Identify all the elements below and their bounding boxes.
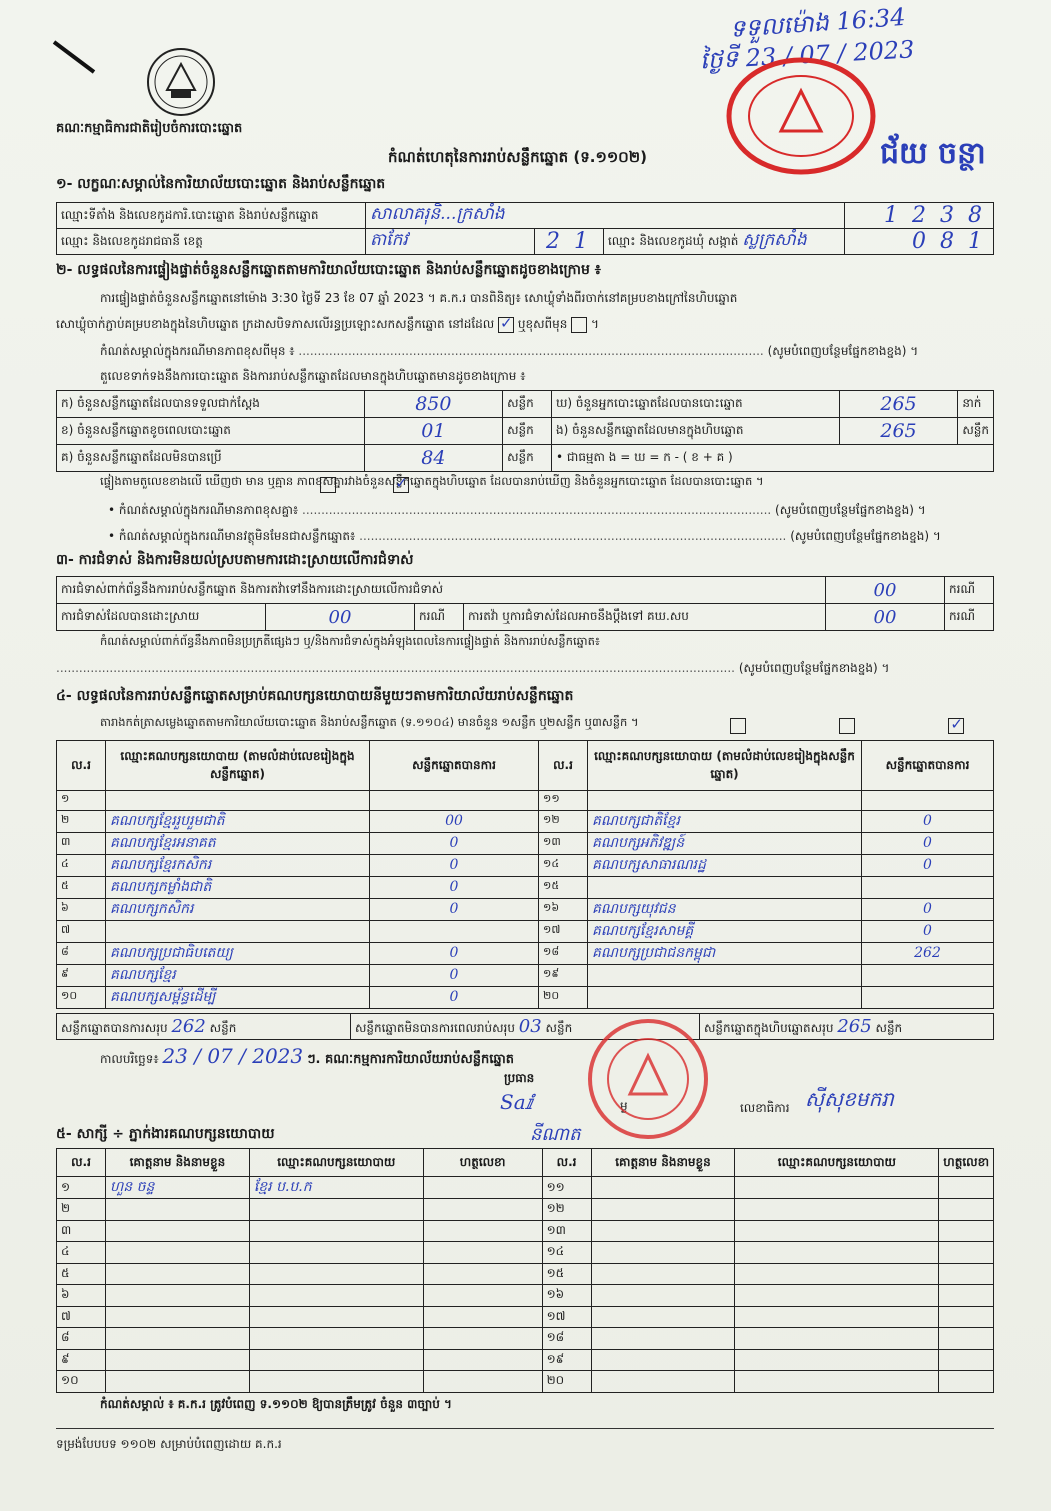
location-code-digit: 3 — [940, 203, 954, 228]
party-no: ៧ — [57, 920, 106, 942]
witness-name — [591, 1371, 735, 1393]
witness-name — [105, 1349, 249, 1371]
col-no: ល.រ — [57, 741, 106, 791]
witness-name — [105, 1371, 249, 1393]
section2-title: ២- លទ្ធផលនៃការផ្ទៀងផ្ទាត់ចំនួនសន្លឹកឆ្នោតតាមការិយាល័យបោះឆ្នោត និងរាប់សន្លឹកឆ្នោតដូចខាងក្រោម ៖ — [56, 262, 601, 278]
section1-title: ១- លក្ខណៈសម្គាល់នៃការិយាល័យបោះឆ្នោត និងរាប់សន្លឹកឆ្នោត — [56, 176, 386, 192]
results-table — [56, 740, 994, 1009]
section1-table — [56, 202, 994, 255]
result-row — [57, 942, 994, 964]
figures-table — [56, 390, 994, 472]
verify-or-changed: ឬខុសពីមុន — [517, 317, 568, 331]
party-no: ១៨ — [539, 942, 588, 964]
witness-signature — [423, 1371, 542, 1393]
col-sign: ហត្ថលេខា — [423, 1149, 542, 1177]
party-name: គណបក្សខ្មែរសាមគ្គី — [588, 920, 862, 942]
party-name: គណបក្សសម្ព័ន្ធដើម្បី — [106, 986, 370, 1008]
witness-party — [249, 1306, 423, 1328]
witness-signature — [939, 1242, 994, 1264]
party-no: ១៤ — [539, 854, 588, 876]
commune-code-digit: 1 — [968, 229, 982, 254]
figure-value: 265 — [839, 391, 958, 418]
witness-name — [105, 1242, 249, 1264]
province-code-digit: 2 — [546, 229, 560, 254]
result-row — [57, 791, 994, 811]
party-no: ១០ — [57, 986, 106, 1008]
changed-checkbox[interactable] — [571, 317, 587, 333]
document-page: គណៈកម្មាធិការជាតិរៀបចំការបោះឆ្នោត កំណត់ហេតុនៃការរាប់សន្លឹកឆ្នោត (ទ.១១០២) ទទួលម៉ោង 16:34 ថ្ងៃទី 23 / 07 / 2023 ជ័យ ចន្ថា ១- លក្ខណៈសម្គាល់នៃការិយាល័យបោះឆ្នោត និងរាប់សន្លឹកឆ្នោត ឈ្មោះទីតាំង និងលេខកូដការិ.បោះឆ្នោត និងរាប់សន្លឹកឆ្នោត សាលាគរុនិ...ក្រសាំង 1 2 3 8 ឈ្មោះ និងលេខកូដរាជធានី ខេត្ត តាកែវ 2 1 ឈ្មោះ និងលេខកូដឃុំ សង្កាត់ ស្លក្រសាំង 0 8 1 ២- លទ្ធផលនៃការផ្ទៀងផ្ទាត់ចំនួនសន្លឹកឆ្នោតតាមការិយាល័យបោះឆ្នោត និងរាប់សន្លឹកឆ្នោតដូចខាងក្រោម ៖ ការផ្ទៀងផ្ទាត់ចំនួនសន្លឹកឆ្នោតនៅម៉ោង 3:30 ថ្ងៃទី 23 ខែ 07 ឆ្នាំ 2023 ។ គ.ក.រ បានពិនិត្យ៖ សោឃ្លុំទាំងពីរចាក់នៅគម្របខាងក្រៅនៃហិបឆ្នោត សោឃ្លុំចាក់ភ្ជាប់គម្របខាងក្នុងនៃហិបឆ្នោត ក្រដាសបិទភាសលើរន្ធប្រឡោះសកសន្លឹកឆ្នោត នៅដដែល ✓ ឬខុសពីមុន ។ កំណត់សម្គាល់ក្នុងករណីមានភាពខុសពីមុន ៖ .......................................................................................................................... (សូមបំពេញបន្ថែមផ្នែកខាងខ្នង) ។ តួលេខទាក់ទងនឹងការបោះឆ្នោត និងការរាប់សន្លឹកឆ្នោតដែលមានក្នុងហិបឆ្នោតមានដូចខាងក្រោម ៖ ក) ចំនួនសន្លឹកឆ្នោតដែលបានទទួលជាក់ស្ដែង 850 សន្លឹក ឃ) ចំនួនអ្នកបោះឆ្នោតដែលបានបោះឆ្នោត 265 នាក់ ខ) ចំនួនសន្លឹកឆ្នោតខូចពេលបោះឆ្នោត 01 សន្លឹក ង) ចំនួនសន្លឹកឆ្នោតដែលមានក្នុងហិបឆ្នោត 265 សន្លឹក គ) ចំនួនសន្លឹកឆ្នោតដែលមិនបានប្រើ 84 សន្លឹក • ជាធម្មតា ង = ឃ = ក - ( ខ + គ ) ផ្ទៀងតាមតួលេខខាងលើ ឃើញថា មាន ឬគ្មាន ភាពខុសគ្នារវាងចំនួនសន្លឹកឆ្នោតក្នុងហិបឆ្នោត ដែលបានរាប់ឃើញ និងចំនួនអ្នកបោះឆ្នោត ដែលបានបោះឆ្នោត ។ ✓ • កំណត់សម្គាល់ក្នុងករណីមានភាពខុសគ្នា៖ ........................................................................................................................... (សូមបំពេញបន្ថែមផ្នែកខាងខ្នង) ។ • កំណត់សម្គាល់ក្នុងករណីមានវត្ថុមិនមែនជាសន្លឹកឆ្នោត៖ ................................................................................................................ (សូមបំពេញបន្ថែមផ្នែកខាងខ្នង) ។ ៣- ការជំទាស់ និងការមិនយល់ស្របតាមការដោះស្រាយលើការជំទាស់ ការជំទាស់ពាក់ព័ន្ធនឹងការរាប់សន្លឹកឆ្នោត និងការតវ៉ាទៅនឹងការដោះស្រាយលើការជំទាស់ 00 ករណី ការជំទាស់ដែលបានដោះស្រាយ 00 ករណី ការតវ៉ា ឬការជំទាស់ដែលអាចនឹងប្ដឹងទៅ គឃ.សប 00 ករណី កំណត់សម្គាល់ពាក់ព័ន្ធនឹងភាពមិនប្រក្រតីផ្សេងៗ ឬ/និងការជំទាស់ក្នុងអំឡុងពេលនៃការផ្ទៀងផ្ទាត់ និងការរាប់សន្លឹកឆ្នោត៖ .................................................................................................................................................................................. (សូមបំពេញបន្ថែមផ្នែកខាងខ្នង) ។ ៤- លទ្ធផលនៃការរាប់សន្លឹកឆ្នោតសម្រាប់គណបក្សនយោបាយនីមួយៗតាមការិយាល័យរាប់សន្លឹកឆ្នោត តារាងកត់ត្រាសម្លេងឆ្នោតតាមការិយាល័យបោះឆ្នោត និងរាប់សន្លឹកឆ្នោត (ទ.១១០៤) មានចំនួន ១សន្លឹក ឬ២សន្លឹក ឬ៣សន្លឹក ។ ✓ ល.រ ឈ្មោះគណបក្សនយោបាយ (តាមលំដាប់លេខរៀងក្នុងសន្លឹកឆ្នោត) សន្លឹកឆ្នោតបានការ ល.រ ឈ្មោះគណបក្សនយោបាយ (តាមលំដាប់លេខរៀងក្នុងសន្លឹកឆ្នោត) សន្លឹកឆ្នោតបានការ ១ ១១ ២ គណបក្សខ្មែររួបរួមជាតិ 00 ១២ គណបក្សជាតិខ្មែរ 0 ៣ គណបក្សខ្មែរអនាគត 0 ១៣ គណបក្សអភិវឌ្ឍន៍ 0 ៤ គណបក្សខ្មែរកសិករ 0 ១៤ គណបក្សសាធារណរដ្ឋ 0 ៥ គណបក្សកម្លាំងជាតិ 0 ១៥ ៦ គណបក្សកសិករ 0 ១៦ គណបក្សយុវជន 0 ៧ ១៧ គណបក្សខ្មែរសាមគ្គី 0 ៨ គណបក្សប្រជាធិបតេយ្យ 0 ១៨ គណបក្សប្រជាជនកម្ពុជា 262 ៩ គណបក្សខ្មែរ 0 ១៩ ១០ គណបក្សសម្ព័ន្ធដើម្បី 0 ២០ សន្លឹកឆ្នោតបានការសរុប 262 សន្លឹក សន្លឹកឆ្នោតមិនបានការពេលរាប់សរុប 03 សន្លឹក សន្លឹកឆ្នោតក្នុងហិបឆ្នោតសរុប 265 សន្លឹក កាលបរិច្ឆេទ៖ 23 / 07 / 2023 ៗ. គណៈកម្មការការិយាល័យរាប់សន្លឹកឆ្នោត ប្រធាន Saⅈ នីណាត ម្ង លេខាធិការ ស៊ីសុខមករា ៥- សាក្សី ÷ ភ្នាក់ងារគណបក្សនយោបាយ ល.រ គោត្តនាម និងនាមខ្លួន ឈ្មោះគណបក្សនយោបាយ ហត្ថលេខា ល.រ គោត្តនាម និងនាមខ្លួន ឈ្មោះគណបក្សនយោបាយ ហត្ថលេខា ១ ហួន ចន្ទ ខ្មែរ ប.ប.ក ១១ ២ ១២ ៣ ១៣ ៤ ១៤ ៥ ១៥ ៦ ១៦ ៧ ១៧ ៨ ១៨ ៩ ១៩ ១០ ២០ កំណត់សម្គាល់ ៖ គ.ក.រ ត្រូវបំពេញ ទ.១១០២ ឱ្យបានត្រឹមត្រូវ ចំនួន ៣ច្បាប់ ។ ទម្រង់បែបបទ ១១០២ សម្រាប់បំពេញដោយ គ.ក.រ — [0, 0, 1051, 1511]
chair-name: នីណាត — [530, 1124, 581, 1145]
result-row — [57, 810, 994, 832]
official-stamp-icon — [726, 56, 876, 176]
difference-fill-note: (សូមបំពេញបន្ថែមផ្នែកខាងខ្នង) ។ — [767, 344, 919, 358]
witness-signature — [939, 1263, 994, 1285]
figure-unit: សន្លឹក — [958, 418, 994, 445]
party-name: គណបក្សជាតិខ្មែរ — [588, 810, 862, 832]
witness-name — [105, 1263, 249, 1285]
party-votes: 0 — [370, 942, 539, 964]
total-invalid-value: 03 — [518, 1015, 542, 1037]
witness-no: ៦ — [57, 1285, 106, 1307]
party-name: គណបក្សប្រជាធិបតេយ្យ — [106, 942, 370, 964]
col-party: ឈ្មោះគណបក្សនយោបាយ (តាមលំដាប់លេខរៀងក្នុងសន្លឹកឆ្នោត) — [106, 741, 370, 791]
date-note: ថ្ងៃទី 23 / 07 / 2023 — [699, 35, 916, 75]
col-party: ឈ្មោះគណបក្សនយោបាយ — [735, 1149, 939, 1177]
form-title: កំណត់ហេតុនៃការរាប់សន្លឹកឆ្នោត (ទ.១១០២) — [388, 148, 648, 166]
witness-no: ៤ — [57, 1242, 106, 1264]
witness-signature — [939, 1328, 994, 1350]
witness-signature — [423, 1242, 542, 1264]
witness-row — [57, 1328, 994, 1350]
witness-name — [105, 1328, 249, 1350]
party-no: ៩ — [57, 964, 106, 986]
witness-no: ១ — [57, 1177, 106, 1199]
two-sheet-checkbox[interactable] — [839, 718, 855, 734]
party-no: ១១ — [539, 791, 588, 811]
party-votes — [862, 964, 994, 986]
same-checkbox[interactable] — [498, 317, 514, 333]
objection-label: ការជំទាស់ពាក់ព័ន្ធនឹងការរាប់សន្លឹកឆ្នោត និងការតវ៉ាទៅនឹងការដោះស្រាយលើការជំទាស់ — [57, 577, 826, 604]
total-valid-label: សន្លឹកឆ្នោតបានការសរុប — [61, 1020, 168, 1035]
party-name: គណបក្សកសិករ — [106, 898, 370, 920]
bullet-difference-fill: (សូមបំពេញបន្ថែមផ្នែកខាងខ្នង) ។ — [775, 503, 926, 517]
pen-mark-icon — [50, 38, 100, 78]
witness-name — [591, 1199, 735, 1221]
party-name: គណបក្សកម្លាំងជាតិ — [106, 876, 370, 898]
party-no: ១៥ — [539, 876, 588, 898]
section3-title: ៣- ការជំទាស់ និងការមិនយល់ស្របតាមការដោះស្រាយលើការជំទាស់ — [56, 552, 414, 568]
location-label: ឈ្មោះទីតាំង និងលេខកូដការិ.បោះឆ្នោត និងរាប់សន្លឹកឆ្នោត — [57, 203, 366, 229]
figure-label: គ) ចំនួនសន្លឹកឆ្នោតដែលមិនបានប្រើ — [57, 445, 365, 472]
party-name: គណបក្សខ្មែររួបរួមជាតិ — [106, 810, 370, 832]
total-invalid-label: សន្លឹកឆ្នោតមិនបានការពេលរាប់សរុប — [355, 1020, 515, 1035]
witness-signature — [423, 1349, 542, 1371]
witness-table — [56, 1148, 994, 1393]
tally-intro: តារាងកត់ត្រាសម្លេងឆ្នោតតាមការិយាល័យបោះឆ្នោត និងរាប់សន្លឹកឆ្នោត (ទ.១១០៤) មានចំនួន ១សន្លឹក ឬ២សន្លឹក ឬ៣សន្លឹក ។ — [100, 715, 639, 729]
witness-row — [57, 1306, 994, 1328]
witness-name — [105, 1306, 249, 1328]
one-sheet-checkbox[interactable] — [730, 718, 746, 734]
figure-value: 850 — [364, 391, 502, 418]
chair-label: ប្រធាន — [504, 1071, 535, 1085]
witness-name: ហួន ចន្ទ — [105, 1177, 249, 1199]
party-votes: 0 — [862, 898, 994, 920]
result-row — [57, 920, 994, 942]
party-votes: 0 — [862, 810, 994, 832]
witness-party — [735, 1371, 939, 1393]
party-votes: 00 — [370, 810, 539, 832]
party-votes: 262 — [862, 942, 994, 964]
witness-row — [57, 1177, 994, 1199]
col-name: គោត្តនាម និងនាមខ្លួន — [105, 1149, 249, 1177]
witness-no: ៣ — [57, 1220, 106, 1242]
handwritten-badge: ជ័យ ចន្ថា — [880, 136, 986, 171]
witness-signature — [939, 1306, 994, 1328]
party-no: ១៣ — [539, 832, 588, 854]
witness-no: ១២ — [542, 1199, 591, 1221]
party-votes: 0 — [370, 854, 539, 876]
verify-line-2: សោឃ្លុំចាក់ភ្ជាប់គម្របខាងក្នុងនៃហិបឆ្នោត ក្រដាសបិទភាសលើរន្ធប្រឡោះសកសន្លឹកឆ្នោត នៅដដែល — [56, 317, 495, 331]
result-row — [57, 832, 994, 854]
witness-party — [735, 1177, 939, 1199]
figure-label: ខ) ចំនួនសន្លឹកឆ្នោតខូចពេលបោះឆ្នោត — [57, 418, 365, 445]
irregularity-note: កំណត់សម្គាល់ពាក់ព័ន្ធនឹងភាពមិនប្រក្រតីផ្សេងៗ ឬ/និងការជំទាស់ក្នុងអំឡុងពេលនៃការផ្ទៀងផ្ទាត់ និងការរាប់សន្លឹកឆ្នោត៖ — [100, 634, 600, 648]
col-name: គោត្តនាម និងនាមខ្លួន — [591, 1149, 735, 1177]
party-votes — [862, 986, 994, 1008]
witness-party — [735, 1263, 939, 1285]
witness-name — [105, 1285, 249, 1307]
party-no: ៤ — [57, 854, 106, 876]
witness-name — [591, 1328, 735, 1350]
footer-divider — [56, 1428, 994, 1429]
witness-party — [249, 1349, 423, 1371]
party-name: គណបក្សខ្មែរកសិករ — [106, 854, 370, 876]
party-votes — [862, 876, 994, 898]
appeal-label: ការតវ៉ា ឬការជំទាស់ដែលអាចនឹងប្ដឹងទៅ គឃ.សប — [464, 604, 826, 631]
party-name: គណបក្សយុវជន — [588, 898, 862, 920]
sheet-unit: សន្លឹក — [875, 1020, 903, 1035]
date-value: 23 / 07 / 2023 — [162, 1044, 304, 1068]
witness-party — [735, 1328, 939, 1350]
no-difference-checkbox[interactable] — [393, 477, 409, 493]
witness-name — [591, 1220, 735, 1242]
witness-signature — [423, 1199, 542, 1221]
figure-label: ង) ចំនួនសន្លឹកឆ្នោតដែលមានក្នុងហិបឆ្នោត — [552, 418, 840, 445]
witness-party — [735, 1306, 939, 1328]
location-code-digit: 2 — [912, 203, 926, 228]
figure-unit: សន្លឹក — [503, 418, 552, 445]
witness-no: ១៦ — [542, 1285, 591, 1307]
sheet-unit: សន្លឹក — [209, 1020, 237, 1035]
party-no: ៣ — [57, 832, 106, 854]
party-votes: 0 — [370, 832, 539, 854]
received-note: ទទួលម៉ោង 16:34 — [729, 2, 907, 44]
section5-title: ៥- សាក្សី ÷ ភ្នាក់ងារគណបក្សនយោបាយ — [56, 1126, 275, 1142]
col-no: ល.រ — [57, 1149, 106, 1177]
total-box-label: សន្លឹកឆ្នោតក្នុងហិបឆ្នោតសរុប — [704, 1020, 834, 1035]
secretary-name: ស៊ីសុខមករា — [805, 1087, 894, 1111]
form-code: ទម្រង់បែបបទ ១១០២ សម្រាប់បំពេញដោយ គ.ក.រ — [56, 1437, 282, 1451]
witness-signature — [939, 1177, 994, 1199]
witness-signature — [423, 1220, 542, 1242]
party-votes: 0 — [862, 920, 994, 942]
witness-signature — [939, 1220, 994, 1242]
witness-signature — [423, 1177, 542, 1199]
witness-name — [591, 1263, 735, 1285]
witness-name — [105, 1220, 249, 1242]
figure-value: 01 — [364, 418, 502, 445]
witness-no: ៥ — [57, 1263, 106, 1285]
witness-party — [735, 1285, 939, 1307]
party-votes: 0 — [370, 876, 539, 898]
party-votes — [370, 791, 539, 811]
col-sign: ហត្ថលេខា — [939, 1149, 994, 1177]
verify-line-1: ការផ្ទៀងផ្ទាត់ចំនួនសន្លឹកឆ្នោតនៅម៉ោង 3:30 ថ្ងៃទី 23 ខែ 07 ឆ្នាំ 2023 ។ គ.ក.រ បានពិនិត្យ៖ សោឃ្លុំទាំងពីរចាក់នៅគម្របខាងក្រៅនៃហិបឆ្នោត — [100, 291, 738, 305]
figure-formula: • ជាធម្មតា ង = ឃ = ក - ( ខ + គ ) — [552, 445, 994, 472]
witness-no: ២ — [57, 1199, 106, 1221]
witness-row — [57, 1263, 994, 1285]
witness-party — [249, 1285, 423, 1307]
party-name: គណបក្សអភិវឌ្ឍន៍ — [588, 832, 862, 854]
member-label: ម្ង — [620, 1099, 628, 1113]
figure-unit: សន្លឹក — [503, 391, 552, 418]
witness-name — [591, 1349, 735, 1371]
party-no: ៦ — [57, 898, 106, 920]
witness-row — [57, 1349, 994, 1371]
total-valid-value: 262 — [171, 1015, 206, 1037]
result-row — [57, 964, 994, 986]
witness-no: ១០ — [57, 1371, 106, 1393]
committee-label: ៗ. គណៈកម្មការការិយាល័យរាប់សន្លឹកឆ្នោត — [306, 1052, 514, 1067]
party-name — [588, 876, 862, 898]
secretary-label: លេខាធិការ — [740, 1101, 790, 1115]
party-name: គណបក្សប្រជាជនកម្ពុជា — [588, 942, 862, 964]
irregularity-fill-note: (សូមបំពេញបន្ថែមផ្នែកខាងខ្នង) ។ — [738, 661, 890, 675]
result-row — [57, 876, 994, 898]
location-code-digit: 8 — [968, 203, 982, 228]
witness-name — [591, 1242, 735, 1264]
witness-name — [591, 1306, 735, 1328]
compare-line: ផ្ទៀងតាមតួលេខខាងលើ ឃើញថា មាន ឬគ្មាន ភាពខុសគ្នារវាងចំនួនសន្លឹកឆ្នោតក្នុងហិបឆ្នោត ដែលបានរាប់ឃើញ និងចំនួនអ្នកបោះឆ្នោត ដែលបានបោះឆ្នោត ។ — [100, 474, 764, 488]
witness-no: ១៤ — [542, 1242, 591, 1264]
difference-note-label: កំណត់សម្គាល់ក្នុងករណីមានភាពខុសពីមុន ៖ — [100, 344, 295, 358]
witness-signature — [939, 1199, 994, 1221]
appeal-value: 00 — [826, 604, 945, 631]
party-name — [588, 964, 862, 986]
col-votes: សន្លឹកឆ្នោតបានការ — [862, 741, 994, 791]
party-no: ៥ — [57, 876, 106, 898]
party-name: គណបក្សសាធារណរដ្ឋ — [588, 854, 862, 876]
witness-name — [591, 1177, 735, 1199]
witness-signature — [423, 1328, 542, 1350]
figures-intro: តួលេខទាក់ទងនឹងការបោះឆ្នោត និងការរាប់សន្លឹកឆ្នោតដែលមានក្នុងហិបឆ្នោតមានដូចខាងក្រោម ៖ — [100, 369, 526, 383]
province-label: ឈ្មោះ និងលេខកូដរាជធានី ខេត្ត — [57, 229, 366, 255]
witness-party — [249, 1242, 423, 1264]
province-value: តាកែវ — [366, 229, 535, 255]
witness-no: ៧ — [57, 1306, 106, 1328]
totals-table — [56, 1013, 994, 1040]
section4-title: ៤- លទ្ធផលនៃការរាប់សន្លឹកឆ្នោតសម្រាប់គណបក្សនយោបាយនីមួយៗតាមការិយាល័យរាប់សន្លឹកឆ្នោត — [56, 688, 574, 704]
witness-row — [57, 1220, 994, 1242]
witness-no: ២០ — [542, 1371, 591, 1393]
witness-party — [735, 1199, 939, 1221]
figure-label: ក) ចំនួនសន្លឹកឆ្នោតដែលបានទទួលជាក់ស្ដែង — [57, 391, 365, 418]
witness-signature — [423, 1263, 542, 1285]
party-votes — [862, 791, 994, 811]
commune-value: ស្លក្រសាំង — [742, 230, 807, 250]
witness-no: ១៣ — [542, 1220, 591, 1242]
witness-signature — [939, 1349, 994, 1371]
witness-no: ១៥ — [542, 1263, 591, 1285]
col-party: ឈ្មោះគណបក្សនយោបាយ (តាមលំដាប់លេខរៀងក្នុងសន្លឹកឆ្នោត) — [588, 741, 862, 791]
witness-row — [57, 1371, 994, 1393]
col-no: ល.រ — [542, 1149, 591, 1177]
witness-no: ១៩ — [542, 1349, 591, 1371]
witness-party — [249, 1263, 423, 1285]
witness-no: ៨ — [57, 1328, 106, 1350]
witness-signature — [423, 1285, 542, 1307]
total-box-value: 265 — [837, 1015, 872, 1037]
committee-stamp-icon — [585, 1004, 711, 1154]
party-no: ១២ — [539, 810, 588, 832]
witness-row — [57, 1199, 994, 1221]
witness-no: ១៧ — [542, 1306, 591, 1328]
witness-row — [57, 1285, 994, 1307]
witness-name — [105, 1199, 249, 1221]
bullet-objects-fill: (សូមបំពេញបន្ថែមផ្នែកខាងខ្នង) ។ — [790, 529, 941, 543]
witness-party — [249, 1220, 423, 1242]
party-no: ១៩ — [539, 964, 588, 986]
province-code-digit: 1 — [574, 229, 588, 254]
resolved-label: ការជំទាស់ដែលបានដោះស្រាយ — [57, 604, 266, 631]
party-name: គណបក្សខ្មែរអនាគត — [106, 832, 370, 854]
date-label: កាលបរិច្ឆេទ៖ — [100, 1052, 159, 1066]
commission-name: គណៈកម្មាធិការជាតិរៀបចំការបោះឆ្នោត — [56, 121, 243, 136]
location-code-digit: 1 — [884, 203, 898, 228]
witness-party — [735, 1242, 939, 1264]
result-row — [57, 854, 994, 876]
witness-no: ១១ — [542, 1177, 591, 1199]
party-name — [106, 920, 370, 942]
party-no: ៨ — [57, 942, 106, 964]
case-unit: ករណី — [945, 604, 994, 631]
col-votes: សន្លឹកឆ្នោតបានការ — [370, 741, 539, 791]
footer-note: កំណត់សម្គាល់ ៖ គ.ក.រ ត្រូវបំពេញ ទ.១១០២ ឱ្យបានត្រឹមត្រូវ ចំនួន ៣ច្បាប់ ។ — [100, 1397, 452, 1411]
bullet-difference: • កំណត់សម្គាល់ក្នុងករណីមានភាពខុសគ្នា៖ — [108, 503, 299, 517]
party-no: ២ — [57, 810, 106, 832]
party-no: ២០ — [539, 986, 588, 1008]
result-row — [57, 898, 994, 920]
witness-party — [249, 1199, 423, 1221]
witness-party — [249, 1328, 423, 1350]
witness-name — [591, 1285, 735, 1307]
bullet-objects: • កំណត់សម្គាល់ក្នុងករណីមានវត្ថុមិនមែនជាសន្លឹកឆ្នោត៖ — [108, 529, 356, 543]
commune-label: ឈ្មោះ និងលេខកូដឃុំ សង្កាត់ — [608, 234, 739, 248]
figure-value: 84 — [364, 445, 502, 472]
objections-table — [56, 576, 994, 631]
party-votes — [370, 920, 539, 942]
party-votes: 0 — [862, 832, 994, 854]
party-no: ១៧ — [539, 920, 588, 942]
col-party: ឈ្មោះគណបក្សនយោបាយ — [249, 1149, 423, 1177]
figure-unit: សន្លឹក — [503, 445, 552, 472]
witness-signature — [939, 1285, 994, 1307]
witness-party — [249, 1371, 423, 1393]
chair-signature: Saⅈ — [500, 1090, 534, 1114]
party-votes: 0 — [370, 964, 539, 986]
has-difference-checkbox[interactable] — [320, 477, 336, 493]
figure-unit: នាក់ — [958, 391, 994, 418]
sheet-unit: សន្លឹក — [545, 1020, 573, 1035]
party-name: គណបក្សខ្មែរ — [106, 964, 370, 986]
party-no: ១ — [57, 791, 106, 811]
figure-value: 265 — [839, 418, 958, 445]
witness-no: ១៨ — [542, 1328, 591, 1350]
resolved-value: 00 — [266, 604, 415, 631]
witness-row — [57, 1242, 994, 1264]
nec-emblem-icon — [145, 46, 217, 118]
party-votes: 0 — [370, 986, 539, 1008]
party-no: ១៦ — [539, 898, 588, 920]
witness-signature — [939, 1371, 994, 1393]
witness-signature — [423, 1306, 542, 1328]
figure-label: ឃ) ចំនួនអ្នកបោះឆ្នោតដែលបានបោះឆ្នោត — [552, 391, 840, 418]
witness-party: ខ្មែរ ប.ប.ក — [249, 1177, 423, 1199]
case-unit: ករណី — [945, 577, 994, 604]
party-votes: 0 — [370, 898, 539, 920]
party-votes: 0 — [862, 854, 994, 876]
location-value: សាលាគរុនិ...ក្រសាំង — [366, 203, 845, 229]
commune-code-digit: 8 — [940, 229, 954, 254]
objection-value: 00 — [826, 577, 945, 604]
party-name — [106, 791, 370, 811]
witness-no: ៩ — [57, 1349, 106, 1371]
col-no: ល.រ — [539, 741, 588, 791]
party-name — [588, 791, 862, 811]
witness-party — [735, 1220, 939, 1242]
commune-code-digit: 0 — [912, 229, 926, 254]
three-sheet-checkbox[interactable] — [948, 718, 964, 734]
case-unit: ករណី — [415, 604, 464, 631]
result-row — [57, 986, 994, 1008]
witness-party — [735, 1349, 939, 1371]
